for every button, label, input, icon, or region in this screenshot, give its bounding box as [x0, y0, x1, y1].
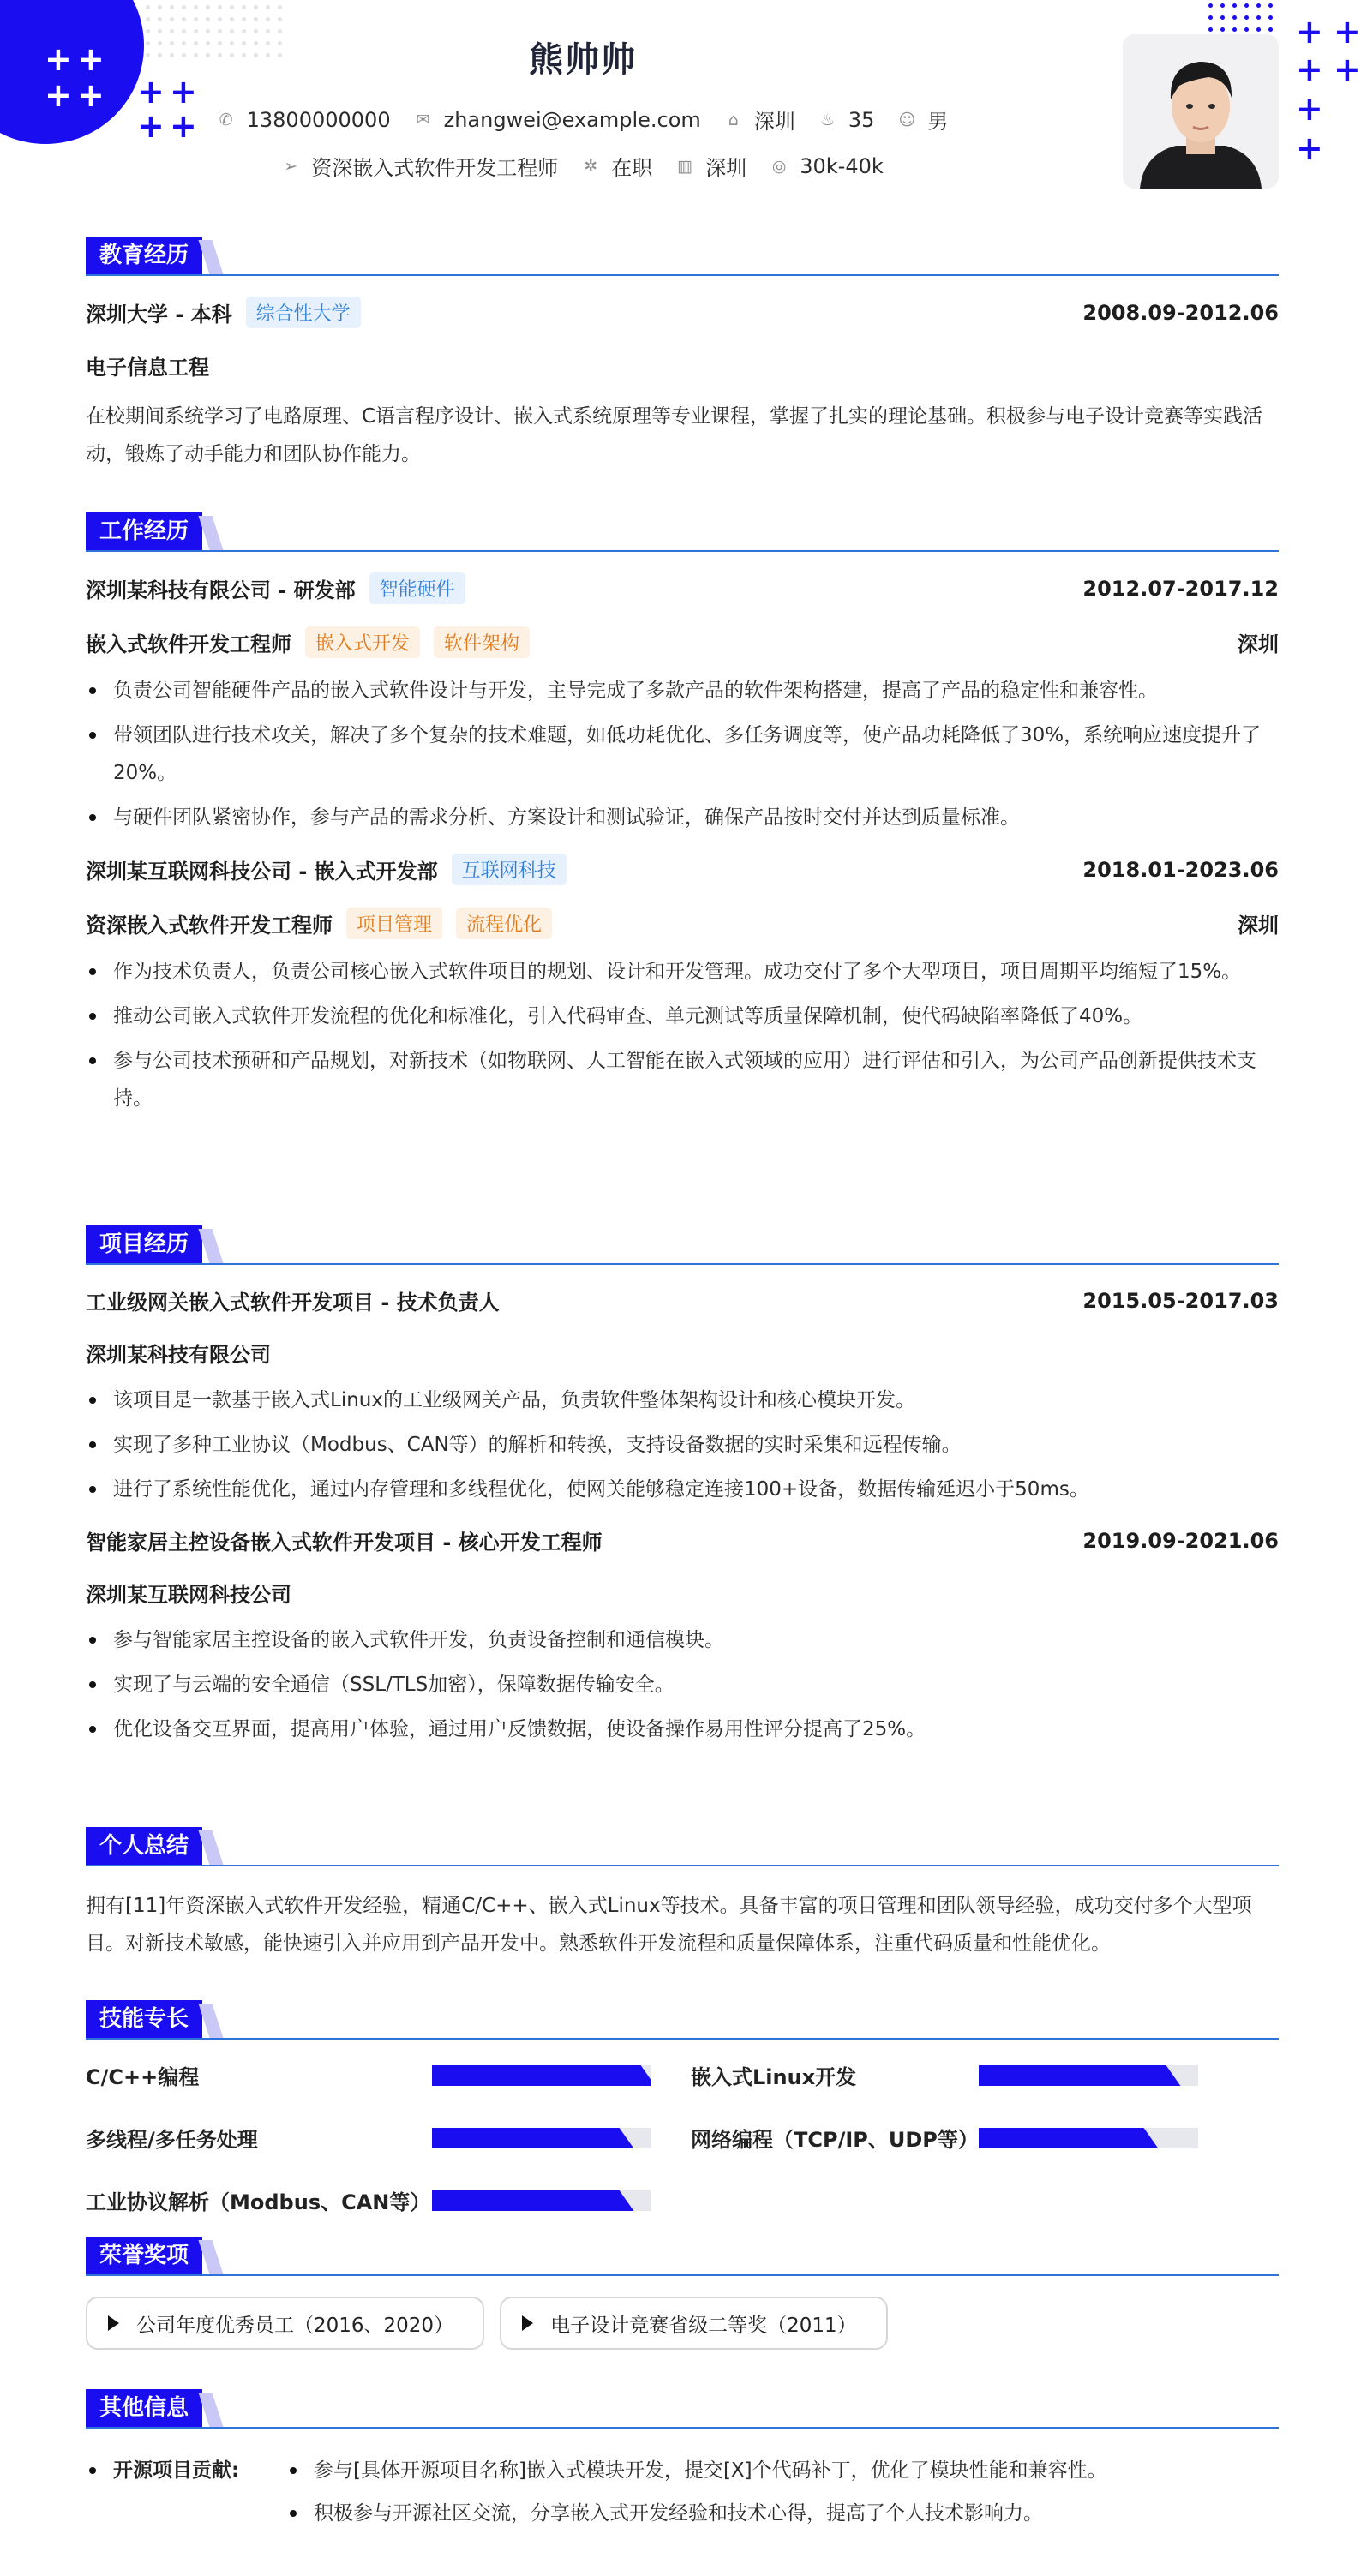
triangle-right-icon — [522, 2315, 533, 2331]
education-row — [86, 297, 1279, 328]
dot — [1220, 15, 1225, 20]
honor-item — [500, 2297, 888, 2350]
avatar-portrait-icon — [1123, 34, 1279, 189]
honor-label: 公司年度优秀员工（2016、2020） — [136, 2314, 454, 2337]
skill-name: 工业协议解析（Modbus、CAN等） — [86, 2190, 431, 2214]
section-title-honors: 荣誉奖项 — [86, 2237, 202, 2274]
dot — [1268, 27, 1273, 32]
skill-level-fill — [432, 2128, 619, 2148]
list-item: 作为技术负责人，负责公司核心嵌入式软件项目的规划、设计和开发管理。成功交付了多个大型项目，项目周期平均缩短了15%。 — [86, 953, 1279, 991]
plus-decor-icon: + — [1334, 51, 1361, 88]
mail-icon: ✉ — [416, 110, 430, 129]
dot — [1208, 27, 1213, 32]
skills-section — [86, 2000, 1279, 2215]
plus-decor-icon: + — [170, 107, 197, 145]
dot — [1244, 15, 1249, 20]
industry-tag: 互联网科技 — [452, 854, 567, 885]
project-details — [86, 1621, 1279, 1748]
dot — [1220, 27, 1225, 32]
gender-value: 男 — [927, 110, 949, 134]
job-location: 深圳 — [1238, 632, 1279, 656]
project-details — [86, 1381, 1279, 1508]
dot — [278, 5, 282, 9]
dot — [230, 17, 234, 21]
job-location: 深圳 — [1238, 914, 1279, 938]
skill-item — [86, 2185, 691, 2215]
project-entry — [86, 1285, 1279, 1508]
list-item: 与硬件团队紧密协作，参与产品的需求分析、方案设计和测试验证，确保产品按时交付并达到质量标准。 — [86, 799, 1279, 836]
plus-decor-icon: + — [170, 73, 197, 111]
dot — [206, 5, 210, 9]
dot — [254, 5, 258, 9]
skill-item — [691, 2060, 1279, 2090]
job-position: 嵌入式软件开发工程师 — [86, 632, 291, 656]
section-header — [86, 512, 1279, 552]
email-value: zhangwei@example.com — [443, 107, 701, 132]
money-icon: ◎ — [771, 156, 787, 176]
section-header — [86, 2237, 1279, 2276]
plus-decor-icon: + — [1334, 13, 1361, 51]
skill-name: 网络编程（TCP/IP、UDP等） — [691, 2128, 979, 2152]
age-info — [819, 108, 875, 132]
job-duties — [86, 672, 1279, 836]
plus-decor-icon: + — [1296, 13, 1323, 51]
education-description: 在校期间系统学习了电路原理、C语言程序设计、嵌入式系统原理等专业课程，掌握了扎实的理论基础。积极参与电子设计竞赛等实践活动，锻炼了动手能力和团队协作能力。 — [86, 405, 1263, 465]
dot — [194, 5, 198, 9]
cake-icon: ♨ — [820, 110, 836, 129]
section-header — [86, 1827, 1279, 1866]
status-value: 在职 — [611, 156, 653, 180]
skill-name: 嵌入式Linux开发 — [691, 2065, 857, 2089]
list-item: 负责公司智能硬件产品的嵌入式软件设计与开发，主导完成了多款产品的软件架构搭建，提高了产品的稳定性和兼容性。 — [86, 672, 1279, 710]
dot — [1208, 15, 1213, 20]
section-header — [86, 2389, 1279, 2429]
dot — [1268, 15, 1273, 20]
gender-info — [898, 105, 948, 135]
honors-list — [86, 2297, 1279, 2350]
honor-label: 电子设计竞赛省级二等奖（2011） — [550, 2314, 857, 2337]
target-city-info — [676, 151, 746, 181]
section-title-skills: 技能专长 — [86, 2000, 202, 2038]
list-item: 实现了多种工业协议（Modbus、CAN等）的解析和转换，支持设备数据的实时采集和远程传输。 — [86, 1426, 1279, 1464]
list-item: 积极参与开源社区交流，分享嵌入式开发经验和技术心得，提高了个人技术影响力。 — [285, 2492, 1107, 2535]
dot — [170, 5, 174, 9]
dot — [1256, 3, 1261, 8]
skill-level-bar — [432, 2128, 651, 2148]
salary-value: 30k-40k — [800, 153, 884, 178]
project-date: 2015.05-2017.03 — [1082, 1288, 1279, 1313]
status-icon: ✲ — [584, 156, 598, 176]
job-entry — [86, 572, 1279, 836]
plus-decor-icon: + — [137, 107, 165, 145]
list-item: 参与[具体开源项目名称]嵌入式模块开发，提交[X]个代码补丁，优化了模块性能和兼容性。 — [285, 2449, 1107, 2492]
city-value: 深圳 — [753, 110, 795, 134]
dot — [206, 17, 210, 21]
dot-grid-decor — [1208, 3, 1273, 32]
skill-name: C/C++编程 — [86, 2065, 200, 2089]
dot — [242, 5, 246, 9]
dot — [230, 5, 234, 9]
honor-item — [86, 2297, 484, 2350]
list-item: 推动公司嵌入式软件开发流程的优化和标准化，引入代码审查、单元测试等质量保障机制，使代码缺陷率降低了40%。 — [86, 997, 1279, 1035]
job-date: 2012.07-2017.12 — [1082, 576, 1279, 601]
dot — [278, 17, 282, 21]
dot — [182, 17, 186, 21]
plus-decor-icon: + — [77, 76, 105, 114]
skill-level-fill — [432, 2065, 640, 2086]
skill-item — [691, 2123, 1279, 2153]
triangle-right-icon — [108, 2315, 119, 2331]
list-item: 实现了与云端的安全通信（SSL/TLS加密），保障数据传输安全。 — [86, 1666, 1279, 1704]
skill-level-bar — [432, 2190, 651, 2211]
list-item: 参与智能家居主控设备的嵌入式软件开发，负责设备控制和通信模块。 — [86, 1621, 1279, 1659]
project-entry — [86, 1525, 1279, 1748]
section-title-education: 教育经历 — [86, 237, 202, 274]
project-name: 智能家居主控设备嵌入式软件开发项目 - 核心开发工程师 — [86, 1531, 603, 1555]
skills-grid — [86, 2060, 1279, 2215]
dot — [1232, 3, 1237, 8]
dot — [1256, 27, 1261, 32]
section-header — [86, 2000, 1279, 2040]
project-date: 2019.09-2021.06 — [1082, 1528, 1279, 1553]
skill-level-fill — [979, 2065, 1166, 2086]
dot — [1268, 3, 1273, 8]
send-icon: ➢ — [284, 156, 298, 176]
dot — [158, 5, 162, 9]
contact-row — [0, 105, 1166, 135]
dot — [1220, 3, 1225, 8]
dot — [242, 17, 246, 21]
projects-section — [86, 1225, 1279, 1755]
plus-decor-icon: + — [137, 73, 165, 111]
list-item: 参与公司技术预研和产品规划，对新技术（如物联网、人工智能在嵌入式领域的应用）进行评估和引入，为公司产品创新提供技术支持。 — [86, 1042, 1279, 1117]
industry-tag: 智能硬件 — [369, 572, 465, 604]
dot — [194, 17, 198, 21]
job-entry — [86, 854, 1279, 1117]
section-header — [86, 1225, 1279, 1265]
plus-decor-icon: + — [77, 40, 105, 78]
skill-level-fill — [432, 2190, 619, 2211]
school-name: 深圳大学 - 本科 — [86, 303, 232, 326]
section-title-other: 其他信息 — [86, 2389, 202, 2427]
open-source-list — [285, 2449, 1107, 2535]
skill-level-bar — [979, 2128, 1198, 2148]
dot — [146, 17, 150, 21]
skill-tag: 项目管理 — [346, 908, 442, 939]
school-tag: 综合性大学 — [246, 297, 361, 328]
open-source-row — [86, 2449, 1279, 2535]
dot — [182, 5, 186, 9]
plus-decor-icon: + — [1296, 51, 1323, 88]
list-item: 优化设备交互界面，提高用户体验，通过用户反馈数据，使设备操作易用性评分提高了25%。 — [86, 1710, 1279, 1748]
work-section — [86, 512, 1279, 1124]
plus-decor-icon: + — [45, 40, 72, 78]
job-intent-row — [0, 151, 1166, 181]
plus-decor-icon: + — [1296, 90, 1323, 128]
dot — [1256, 15, 1261, 20]
education-section — [86, 237, 1279, 473]
section-title-projects: 项目经历 — [86, 1225, 202, 1263]
home-icon: ⌂ — [728, 110, 739, 129]
dot — [158, 17, 162, 21]
dot — [1244, 3, 1249, 8]
building-icon: ▥ — [677, 156, 693, 176]
salary-info — [770, 154, 884, 178]
dot — [266, 5, 270, 9]
target-city-value: 深圳 — [705, 156, 747, 180]
other-label: 开源项目贡献: — [86, 2449, 285, 2535]
project-name: 工业级网关嵌入式软件开发项目 - 技术负责人 — [86, 1291, 500, 1315]
phone-value: 13800000000 — [246, 107, 391, 132]
section-header — [86, 237, 1279, 276]
status-info — [582, 151, 652, 181]
job-date: 2018.01-2023.06 — [1082, 857, 1279, 882]
dot — [254, 17, 258, 21]
gender-icon: ☺ — [898, 110, 916, 129]
summary-text: 拥有[11]年资深嵌入式软件开发经验，精通C/C++、嵌入式Linux等技术。具备丰富的项目管理和团队领导经验，成功交付多个大型项目。对新技术敏感，能快速引入并应用到产品开发中。熟悉软件开发流程和质量保障体系，注重代码质量和性能优化。 — [86, 1895, 1252, 1955]
phone-icon: ✆ — [219, 110, 233, 129]
skill-item — [86, 2060, 691, 2090]
plus-decor-icon: + — [45, 76, 72, 114]
project-company: 深圳某互联网科技公司 — [86, 1583, 291, 1607]
job-position: 资深嵌入式软件开发工程师 — [86, 914, 333, 938]
position-info — [282, 151, 558, 181]
avatar — [1123, 34, 1279, 189]
list-item: 带领团队进行技术攻关，解决了多个复杂的技术难题，如低功耗优化、多任务调度等，使产品功耗降低了30%，系统响应速度提升了20%。 — [86, 716, 1279, 792]
email-info — [415, 108, 701, 132]
skill-level-bar — [432, 2065, 651, 2086]
dot — [1244, 27, 1249, 32]
dot — [1232, 27, 1237, 32]
major: 电子信息工程 — [86, 356, 209, 380]
age-value: 35 — [848, 107, 875, 132]
job-duties — [86, 953, 1279, 1117]
company-name: 深圳某互联网科技公司 - 嵌入式开发部 — [86, 860, 438, 884]
dot — [170, 17, 174, 21]
dot — [266, 17, 270, 21]
dot — [146, 5, 150, 9]
plus-decor-icon: + — [1296, 129, 1323, 167]
skill-item — [86, 2123, 691, 2153]
phone-info — [218, 108, 391, 132]
skill-level-fill — [979, 2128, 1143, 2148]
education-date: 2008.09-2012.06 — [1082, 300, 1279, 325]
list-item: 进行了系统性能优化，通过内存管理和多线程优化，使网关能够稳定连接100+设备，数据传输延迟小于50ms。 — [86, 1471, 1279, 1508]
skill-tag: 嵌入式开发 — [305, 626, 420, 658]
section-title-summary: 个人总结 — [86, 1827, 202, 1865]
company-name: 深圳某科技有限公司 - 研发部 — [86, 578, 356, 602]
project-company: 深圳某科技有限公司 — [86, 1343, 271, 1367]
dot — [218, 17, 222, 21]
list-item: 该项目是一款基于嵌入式Linux的工业级网关产品，负责软件整体架构设计和核心模块开发。 — [86, 1381, 1279, 1419]
other-section — [86, 2389, 1279, 2535]
dot — [1232, 15, 1237, 20]
city-info — [725, 105, 795, 135]
section-title-work: 工作经历 — [86, 512, 202, 550]
skill-tag: 软件架构 — [434, 626, 530, 658]
skill-tag: 流程优化 — [456, 908, 552, 939]
dot — [218, 5, 222, 9]
skill-level-bar — [979, 2065, 1198, 2086]
honors-section — [86, 2237, 1279, 2350]
skill-name: 多线程/多任务处理 — [86, 2128, 258, 2152]
candidate-name: 熊帅帅 — [529, 40, 637, 80]
summary-section — [86, 1827, 1279, 1962]
position-value: 资深嵌入式软件开发工程师 — [311, 156, 559, 180]
dot — [1208, 3, 1213, 8]
